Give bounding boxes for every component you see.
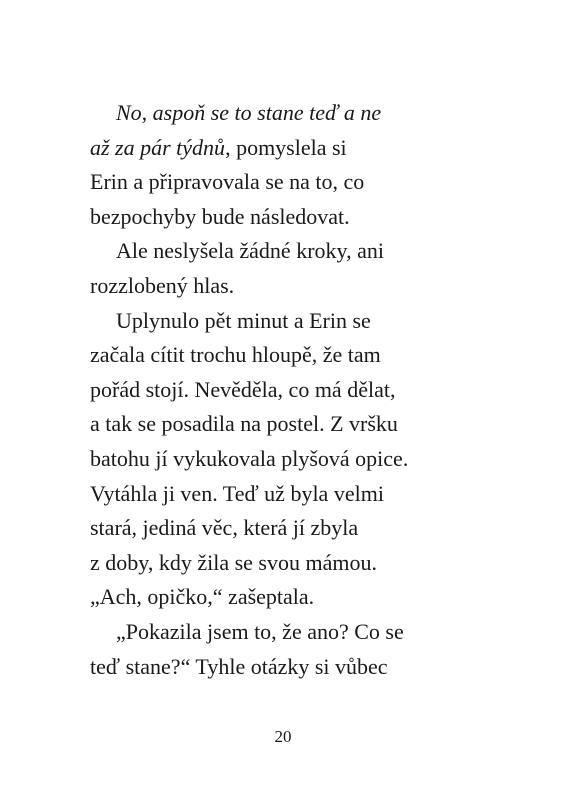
text-line: a tak se posadila na postel. Z vršku <box>90 411 398 437</box>
italic-thought: až za pár týdnů <box>90 134 226 160</box>
page-number: 20 <box>274 727 292 746</box>
text-line: „Pokazila jsem to, že ano? Co se <box>116 618 404 644</box>
text-line: začala cítit trochu hloupě, že tam <box>90 342 381 368</box>
body-text <box>90 96 490 684</box>
text-line: rozzlobený hlas. <box>90 272 235 298</box>
text-line: Erin a připravovala se na to, co <box>90 169 365 195</box>
text-line: batohu jí vykukovala plyšová opice. <box>90 445 409 471</box>
italic-thought: No, aspoň se to stane teď a ne <box>116 100 382 125</box>
text-line: pořád stojí. Nevěděla, co má dělat, <box>90 376 396 402</box>
text-line: Vytáhla ji ven. Teď už byla velmi <box>90 480 384 506</box>
text-line: stará, jediná věc, která jí zbyla <box>90 515 359 541</box>
text-line: Uplynulo pět minut a Erin se <box>116 307 371 333</box>
text-line: „Ach, opičko,“ zašeptala. <box>90 584 315 610</box>
text-line: až za pár týdnů, pomyslela si <box>90 134 347 160</box>
text-line: teď stane?“ Tyhle otázky si vůbec <box>90 653 388 679</box>
text-line: Ale neslyšela žádné kroky, ani <box>116 238 384 264</box>
text-line: z doby, kdy žila se svou mámou. <box>90 549 377 575</box>
text-line: bezpochyby bude následovat. <box>90 203 350 229</box>
text-line <box>90 96 490 131</box>
